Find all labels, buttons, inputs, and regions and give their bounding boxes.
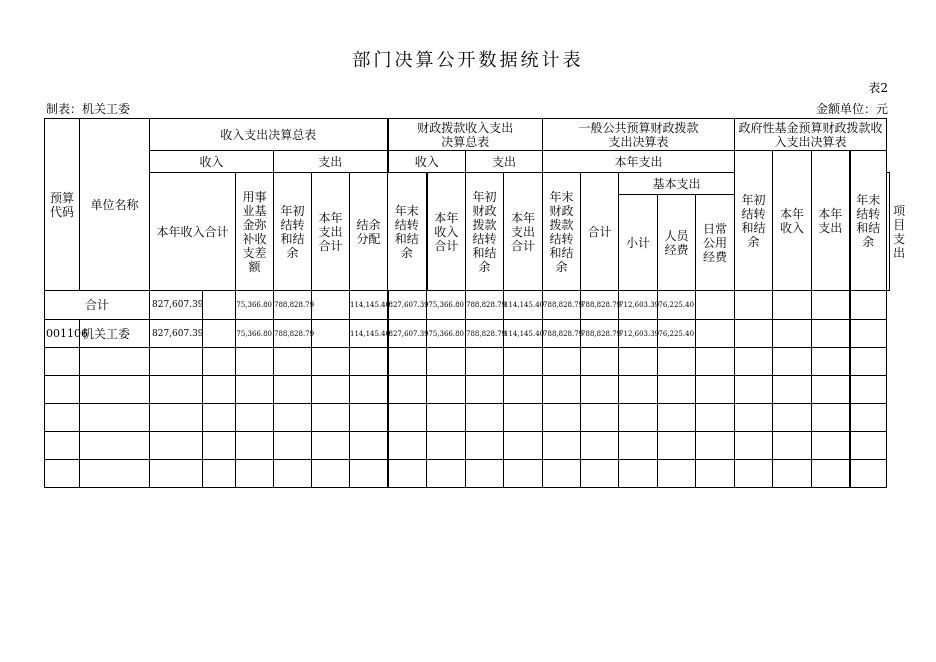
table-row-empty [45,404,890,432]
header-c8: 年初财政拨款结转和结余 [466,173,504,291]
header-group-general-budget: 一般公共预算财政拨款支出决算表 [543,119,735,151]
cell: 76,225.40 [658,291,696,320]
cell [773,291,812,320]
cell: 76,225.40 [658,320,696,348]
row-budget-code: 001106 [45,320,80,348]
table-row-empty [45,432,890,460]
table-row [45,320,890,348]
row-total-name: 合计 [45,291,150,320]
header-g1-income: 收入 [150,151,274,173]
header-c11: 合计 [581,173,619,291]
cell: 114,145.40 [504,320,543,348]
cell [812,320,850,348]
table-row-empty [45,376,890,404]
report-title: 部门决算公开数据统计表 [352,50,584,71]
header-c4: 本年支出合计 [312,173,350,291]
header-c2: 用事业基金弥补收支差额 [236,173,274,291]
cell [735,320,773,348]
header-c13: 人员经费 [658,195,696,291]
table-number: 表2 [868,81,888,95]
statistics-table [44,118,906,488]
cell: 827,607.39 [150,291,203,320]
header-c7: 本年收入合计 [427,173,466,291]
header-g3-year-expense: 本年支出 [543,151,735,173]
table-row-empty [45,348,890,376]
cell: 75,366.80 [236,320,274,348]
cell: 827,607.39 [150,320,203,348]
header-g1-expense: 支出 [274,151,388,173]
header-c6: 年末结转和结余 [388,173,427,291]
cell: 788,828.79 [543,320,581,348]
cell: 788,828.79 [581,291,619,320]
table-row-empty [45,460,890,488]
header-c15: 项目支出 [887,173,890,291]
cell: 114,145.40 [350,291,388,320]
cell: 788,828.79 [274,291,312,320]
header-c9: 本年支出合计 [504,173,543,291]
cell: 788,828.79 [581,320,619,348]
header-c18: 本年支出 [812,151,850,291]
cell [696,291,735,320]
header-c16: 年初结转和结余 [735,151,773,291]
header-budget-code: 预算代码 [45,119,80,291]
header-c17: 本年收入 [773,151,812,291]
cell: 75,366.80 [427,291,466,320]
cell: 788,828.79 [274,320,312,348]
amount-unit-label: 金额单位：元 [815,102,888,116]
cell [773,320,812,348]
cell: 788,828.79 [466,291,504,320]
cell [812,291,850,320]
header-c12: 小计 [619,195,658,291]
cell: 712,603.39 [619,291,658,320]
cell: 788,828.79 [466,320,504,348]
cell: 114,145.40 [350,320,388,348]
header-g2-expense: 支出 [466,151,543,173]
header-unit-name: 单位名称 [80,119,150,291]
cell [850,320,887,348]
header-g2-income: 收入 [388,151,466,173]
table-row [45,291,890,320]
header-c10: 年末财政拨款结转和结余 [543,173,581,291]
header-c5: 结余分配 [350,173,388,291]
cell: 75,366.80 [236,291,274,320]
cell [312,320,350,348]
cell [850,291,887,320]
cell: 827,607.39 [388,320,427,348]
cell [203,291,236,320]
cell: 712,603.39 [619,320,658,348]
header-c3: 年初结转和结余 [274,173,312,291]
cell [735,291,773,320]
header-g3-basic: 基本支出 [619,173,735,195]
cell [203,320,236,348]
cell [312,291,350,320]
header-group-fund-budget: 政府性基金预算财政拨款收入支出决算表 [735,119,887,151]
cell [696,320,735,348]
cell: 114,145.40 [504,291,543,320]
row-unit-name: 机关工委 [80,320,150,348]
header-c1: 本年收入合计 [150,173,236,291]
header-c19: 年末结转和结余 [850,151,887,291]
cell: 827,607.39 [388,291,427,320]
header-group-fiscal-allocation: 财政拨款收入支出决算总表 [388,119,543,151]
maker-label: 制表：机关工委 [46,102,131,116]
header-c14: 日常公用经费 [696,195,735,291]
cell: 75,366.80 [427,320,466,348]
cell: 788,828.79 [543,291,581,320]
header-group-income-expense: 收入支出决算总表 [150,119,388,151]
